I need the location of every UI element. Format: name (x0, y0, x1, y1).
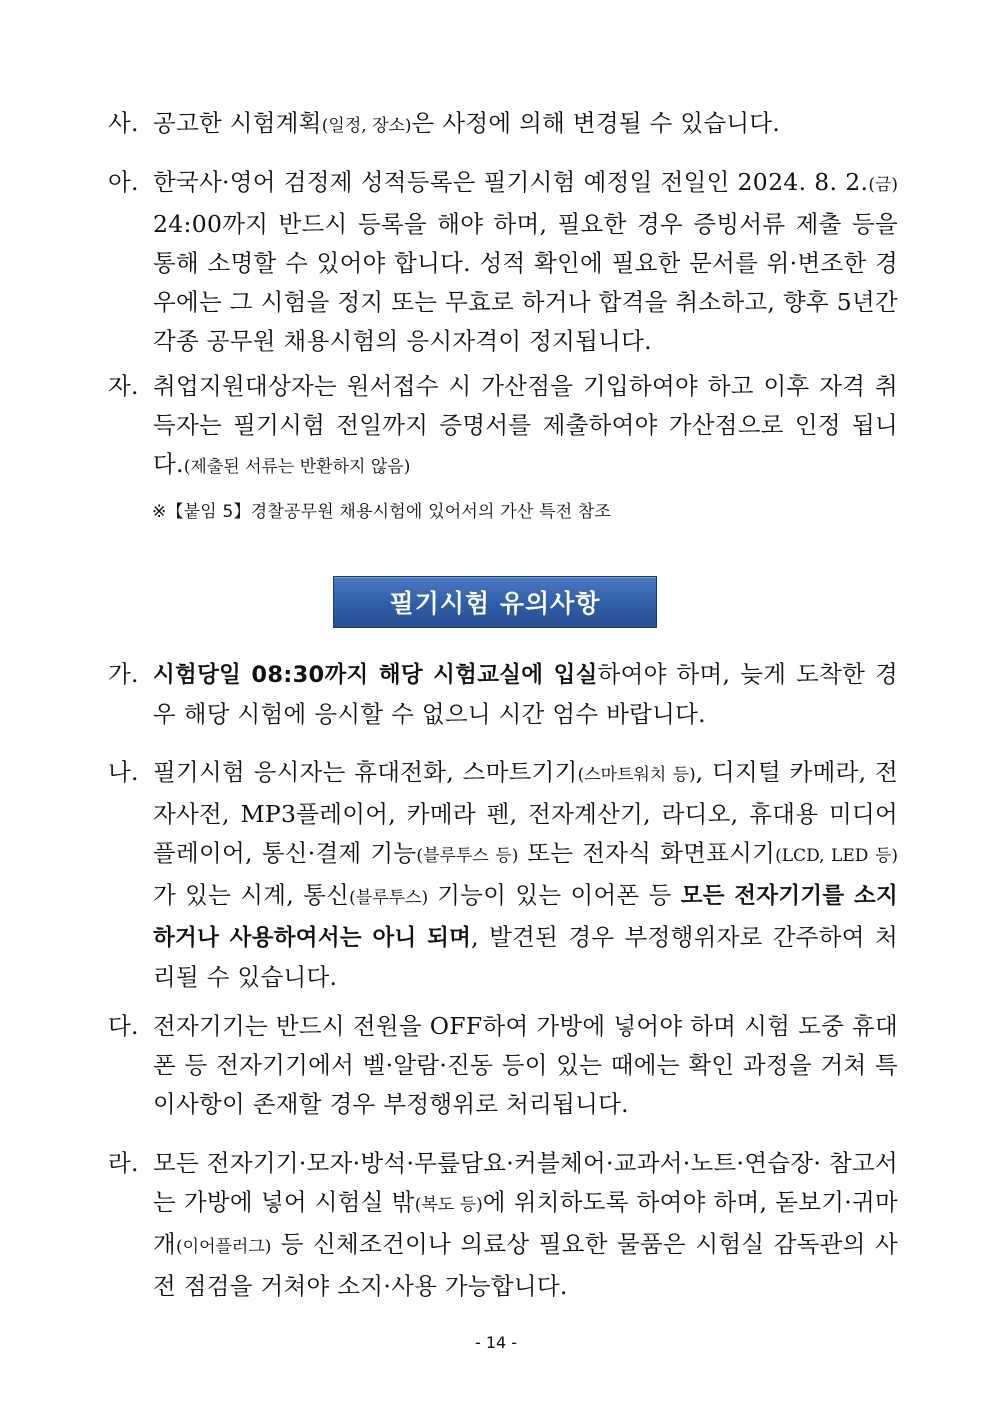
list-item-da (108, 1007, 898, 1124)
list-item-ra (108, 1144, 898, 1306)
item-marker: 라. (108, 1149, 139, 1177)
item-text (153, 104, 898, 146)
list-item-sa (108, 104, 898, 146)
item-text-part: 또는 전자식 화면표시기 (518, 839, 776, 867)
item-text-part: 은 사정에 의해 변경될 수 있습니다. (411, 109, 781, 137)
item-text-part-small: (이어플러그) (176, 1237, 272, 1257)
item-marker: 다. (108, 1012, 139, 1040)
item-text-part-small: (블루투스) (349, 888, 429, 908)
list-item-ja (108, 367, 898, 487)
item-text-part: 하여야 하며, 늦게 도착한 경우 해당 시험에 응시할 수 없으니 시간 엄수 바랍니다. (153, 660, 898, 728)
item-text (153, 655, 898, 734)
item-text-part-small: (일정, 장소) (321, 116, 412, 136)
list-item-na (108, 753, 898, 997)
item-text-part: 한국사·영어 검정제 성적등록은 필기시험 예정일 전일인 2024. 8. 2. (153, 168, 869, 196)
list-item-ga (108, 655, 898, 734)
item-marker: 자. (108, 372, 139, 400)
item-text-part: 기능이 있는 이어폰 등 (428, 881, 681, 909)
section-title: 필기시험 유의사항 (389, 589, 601, 618)
item-text (153, 1007, 898, 1124)
item-text-part: 모든 전자기기·모자·방석·무릎담요·커블체어·교과서·노트·연습장· 참고서는 가방에 넣어 시험실 밖 (153, 1149, 898, 1216)
reference-note: ※【붙임 5】경찰공무원 채용시험에 있어서의 가산 특전 참조 (152, 502, 612, 522)
item-text-part: 에 위치하도록 하여야 하며, 돋보기·귀마개 (153, 1188, 899, 1258)
item-text-part-small: (스마트워치 등) (577, 765, 696, 785)
item-text-part: 필기시험 응시자는 휴대전화, 스마트기기 (153, 758, 578, 786)
item-marker: 나. (108, 758, 139, 786)
item-text (153, 367, 898, 487)
item-text-part-bold: 모든 전자기기를 소지하거나 사용하여서는 아니 되며 (153, 883, 898, 951)
item-text-part: 전자기기는 반드시 전원을 OFF하여 가방에 넣어야 하며 시험 도중 휴대폰 등 전자기기에서 벨·알람·진동 등이 있는 때에는 확인 과정을 거쳐 특이사항이 존재할 경우 부정행위로 처리됩니다. (153, 1012, 898, 1118)
item-text-part: 공고한 시험계획 (153, 109, 322, 137)
item-text (153, 753, 898, 997)
list-item-a (108, 163, 898, 361)
item-text-part: 24:00까지 반드시 등록을 해야 하며, 필요한 경우 증빙서류 제출 등을 통해 소명할 수 있어야 합니다. 성적 확인에 필요한 문서를 위·변조한 경우에는 그 시험을 정지 또는 무효로 하거나 합격을 취소하고, 향후 5년간 각종 공무원 채용시험의 응시자격이 정지됩니다. (153, 210, 898, 355)
item-marker: 아. (108, 168, 139, 196)
item-text (153, 1144, 898, 1306)
item-text-part: 등 신체조건이나 의료상 필요한 물품은 시험실 감독관의 사전 점검을 거쳐야 소지·사용 가능합니다. (153, 1230, 898, 1300)
item-text-part: , 발견된 경우 부정행위자로 간주하여 처리될 수 있습니다. (153, 923, 898, 991)
section-title-banner (333, 576, 657, 628)
item-text-part: 가 있는 시계, 통신 (153, 881, 350, 909)
item-text-part-small: (금) (868, 175, 898, 195)
item-marker: 사. (108, 109, 139, 137)
item-marker: 가. (108, 660, 139, 688)
item-text-part-small: (제출된 서류는 반환하지 않음) (183, 457, 411, 477)
item-text-part-small: (복도 등) (414, 1195, 483, 1215)
item-text-part-small: (LCD, LED 등) (775, 846, 898, 866)
item-text-part: , 디지털 카메라, 전자사전, MP3플레이어, 카메라 펜, 전자계산기, 라디오, 휴대용 미디어 플레이어, 통신·결제 기능 (153, 758, 899, 867)
item-text (153, 163, 898, 361)
item-text-part-bold: 시험당일 08:30까지 해당 시험교실에 입실 (153, 662, 598, 688)
page-number: - 14 - (474, 1333, 518, 1352)
item-text-part-small: (블루투스 등) (416, 846, 519, 866)
item-text-part: 취업지원대상자는 원서접수 시 가산점을 기입하여야 하고 이후 자격 취득자는 필기시험 전일까지 증명서를 제출하여야 가산점으로 인정 됩니다. (153, 372, 898, 478)
